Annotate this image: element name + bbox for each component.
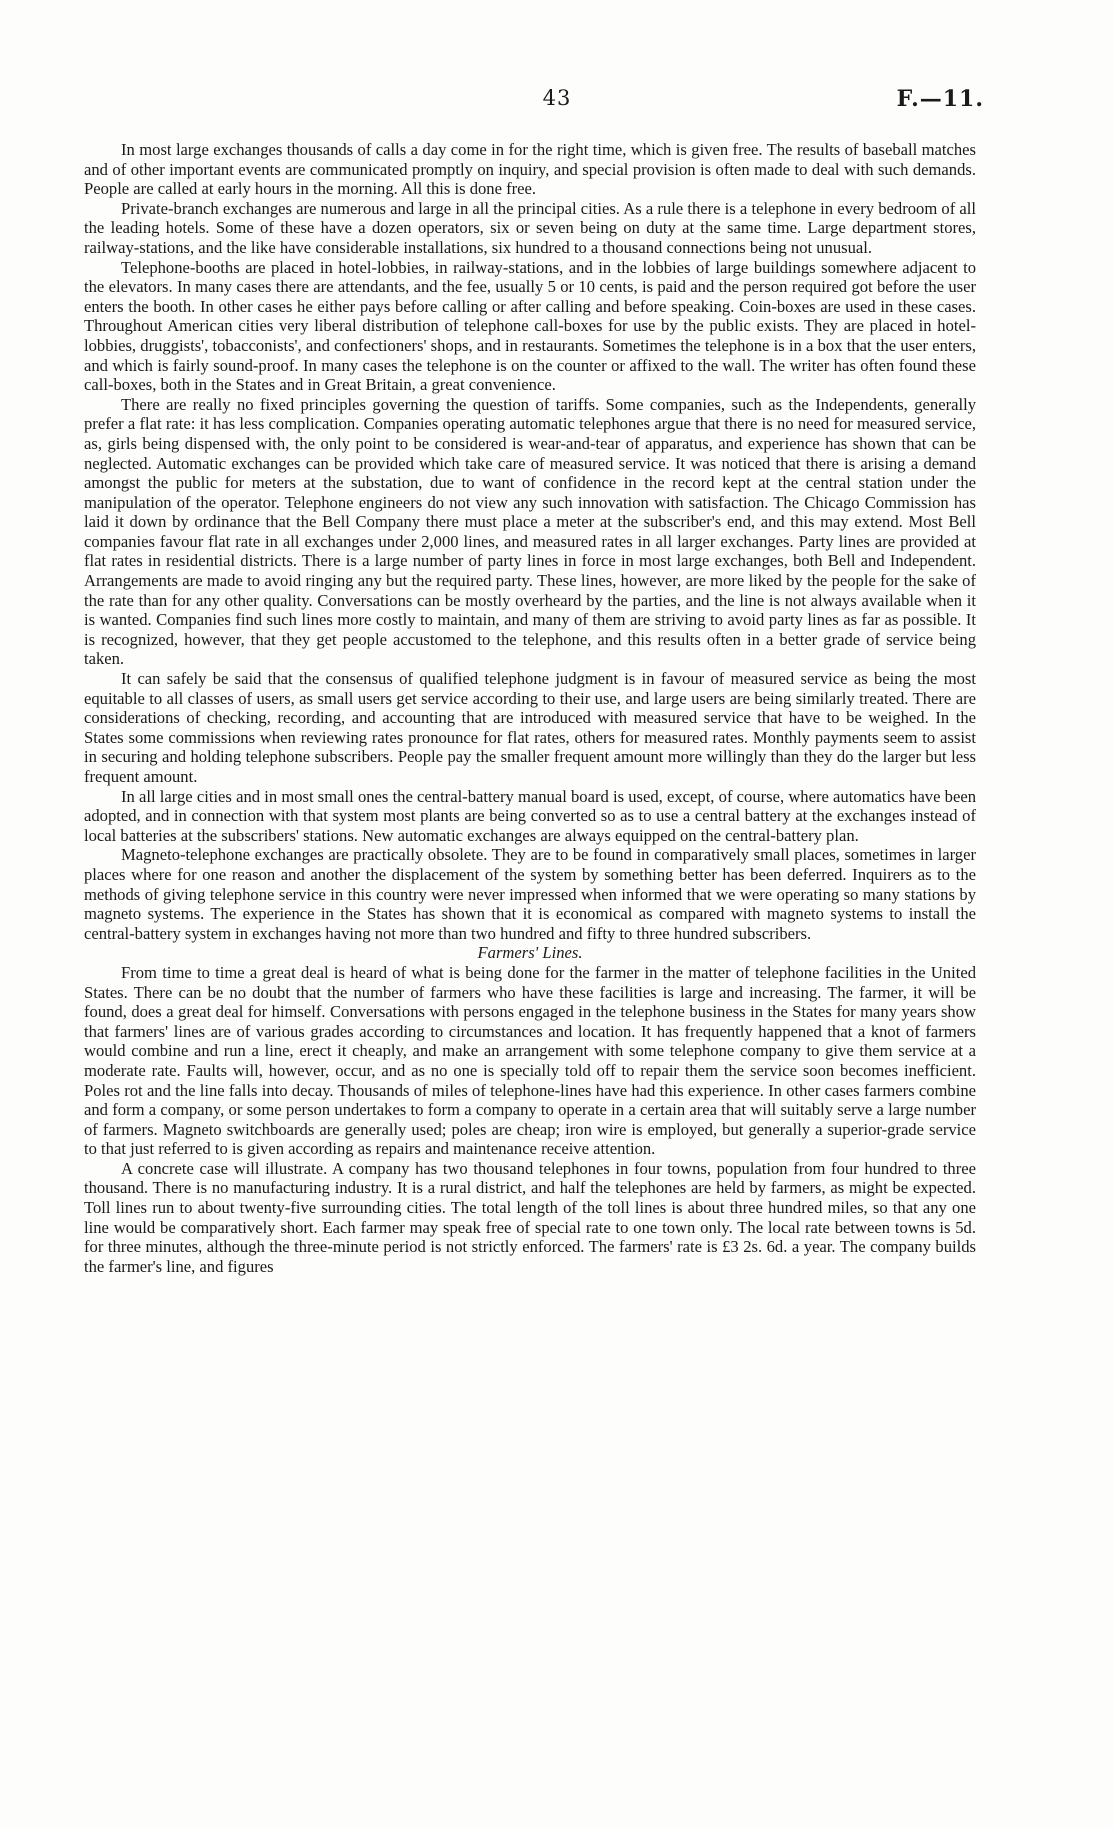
section-heading: Farmers' Lines.	[477, 943, 583, 963]
paragraph: Magneto-telephone exchanges are practically obsolete. They are to be found in comparatively small places, sometimes in larger places where for one reason and another the displacement of the system by something better has been deferred. Inquirers as to the methods of giving telephone service in this country were never impressed when informed that we were operating so many stations by magneto systems. The experience in the States has shown that it is economical as compared with magneto systems to install the central-battery system in exchanges having not more than two hundred and fifty to three hundred subscribers.	[84, 845, 976, 943]
paragraph: Private-branch exchanges are numerous and large in all the principal cities. As a rule there is a telephone in every bedroom of all the leading hotels. Some of these have a dozen operators, six or seven being on duty at the same time. Large department stores, railway-stations, and the like have considerable installations, six hundred to a thousand connections being not unusual.	[84, 198, 976, 257]
document-reference: F.—11.	[896, 86, 984, 112]
paragraph: In most large exchanges thousands of calls a day come in for the right time, which is given free. The results of baseball matches and of other important events are communicated promptly on inquiry, and special provision is often made to deal with such demands. People are called at early hours in the morning. All this is done free.	[84, 140, 976, 199]
body-text	[84, 140, 976, 1276]
paragraph: From time to time a great deal is heard of what is being done for the farmer in the matter of telephone facilities in the United States. There can be no doubt that the number of farmers who have these facilities is large and increasing. The farmer, it will be found, does a great deal for himself. Conversations with persons engaged in the telephone business in the States for many years show that farmers' lines are of various grades according to circumstances and location. It has frequently happened that a knot of farmers would combine and run a line, erect it cheaply, and make an arrangement with some telephone company to give them service at a moderate rate. Faults will, however, occur, and as no one is specially told off to repair them the service soon becomes inefficient. Poles rot and the line falls into decay. Thousands of miles of telephone-lines have had this experience. In other cases farmers combine and form a company, or some person undertakes to form a company to operate in a certain area that will suitably serve a large number of farmers. Magneto switchboards are generally used; poles are cheap; iron wire is employed, but generally a superior-grade service to that just referred to is given according as repairs and maintenance receive attention.	[84, 962, 976, 1159]
paragraph: A concrete case will illustrate. A company has two thousand telephones in four towns, population from four hundred to three thousand. There is no manufacturing industry. It is a rural district, and half the telephones are held by farmers, as might be expected. Toll lines run to about twenty-five surrounding cities. The total length of the toll lines is about three hundred miles, so that any one line would be comparatively short. Each farmer may speak free of special rate to one town only. The local rate between towns is 5d. for three minutes, although the three-minute period is not strictly enforced. The farmers' rate is £3 2s. 6d. a year. The company builds the farmer's line, and figures	[84, 1158, 976, 1276]
paragraph: It can safely be said that the consensus of qualified telephone judgment is in favour of measured service as being the most equitable to all classes of users, as small users get service according to their use, and large users are being similarly treated. There are considerations of checking, recording, and accounting that are introduced with measured service that have to be weighed. In the States some commissions when reviewing rates pronounce for flat rates, others for measured rates. Monthly payments seem to assist in securing and holding telephone subscribers. People pay the smaller frequent amount more willingly than they do the larger but less frequent amount.	[84, 669, 976, 786]
page-number: 43	[542, 86, 572, 110]
paragraph: In all large cities and in most small ones the central-battery manual board is used, except, of course, where automatics have been adopted, and in connection with that system most plants are being converted so as to use a central battery at the exchanges instead of local batteries at the subscribers' stations. New automatic exchanges are always equipped on the central-battery plan.	[84, 786, 976, 845]
paragraph: Telephone-booths are placed in hotel-lobbies, in railway-stations, and in the lobbies of large buildings somewhere adjacent to the elevators. In many cases there are attendants, and the fee, usually 5 or 10 cents, is paid and the person required got before the user enters the booth. In other cases he either pays before calling or after calling and before speaking. Coin-boxes are used in these cases. Throughout American cities very liberal distribution of telephone call-boxes for use by the public exists. They are placed in hotel-lobbies, druggists', tobacconists', and confectioners' shops, and in restaurants. Sometimes the telephone is in a box that the user enters, and which is fairly sound-proof. In many cases the telephone is on the counter or affixed to the wall. The writer has often found these call-boxes, both in the States and in Great Britain, a great convenience.	[84, 257, 976, 395]
paragraph: There are really no fixed principles governing the question of tariffs. Some companies, such as the Independents, generally prefer a flat rate: it has less complication. Companies operating automatic telephones argue that there is no need for measured service, as, girls being dispensed with, the only point to be considered is wear-and-tear of apparatus, and experience has shown that can be neglected. Automatic exchanges can be provided which take care of measured service. It was noticed that there is arising a demand amongst the public for meters at the substation, due to want of confidence in the record kept at the central station under the manipulation of the operator. Telephone engineers do not view any such innovation with satisfaction. The Chicago Commission has laid it down by ordinance that the Bell Company there must place a meter at the subscriber's end, and this may extend. Most Bell companies favour flat rate in all exchanges under 2,000 lines, and measured rates in all larger exchanges. Party lines are provided at flat rates in residential districts. There is a large number of party lines in force in most large exchanges, both Bell and Independent. Arrangements are made to avoid ringing any but the required party. These lines, however, are more liked by the people for the sake of the rate than for any other quality. Conversations can be mostly overheard by the parties, and the line is not always available when it is wanted. Companies find such lines more costly to maintain, and many of them are striving to avoid party lines as far as possible. It is recognized, however, that they get people accustomed to the telephone, and this results often in a better grade of service being taken.	[84, 394, 976, 669]
